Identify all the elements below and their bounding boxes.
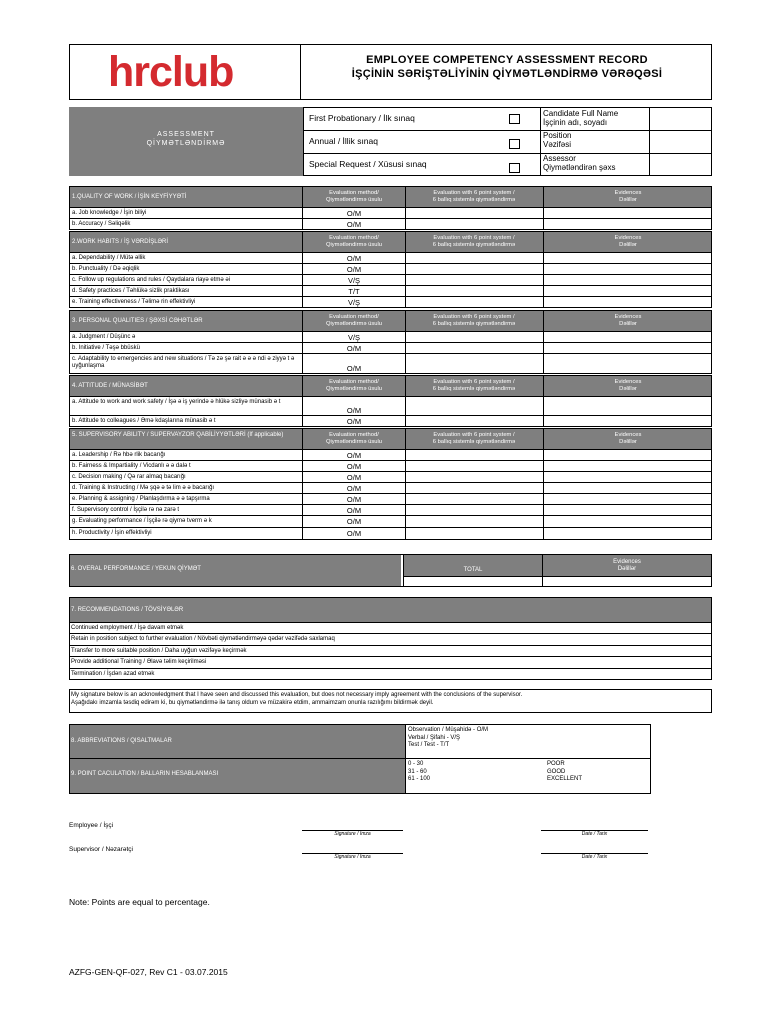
criteria-row: e. Planning & assigning / Planlaşdırma ə ə tapşırma O/M xyxy=(69,494,712,505)
point-ranges: 0 - 30 31 - 60 61 - 100 xyxy=(408,761,431,782)
type-first-probationary: First Probationary / İlk sınaq xyxy=(309,113,415,123)
criteria-row: g. Evaluating performance / İşçilə rə qiymə tverm ə k O/M xyxy=(69,516,712,528)
criteria-row: b. Accuracy / Səliqəlik O/M xyxy=(69,219,712,230)
signature-caption: Signature / İmza xyxy=(334,831,371,837)
criteria-row: a. Job knowledge / İşin biliyi O/M xyxy=(69,208,712,219)
section-title: 4. ATTITUDE / MÜNASİBƏT xyxy=(72,383,148,389)
criteria-row: b. Punctuality / Də əqiqlik O/M xyxy=(69,264,712,275)
section-title: 3. PERSONAL QUALITIES / ŞƏXSİ CƏHƏTLƏR xyxy=(72,318,203,324)
point-grades: POOR GOOD EXCELLENT xyxy=(547,761,583,782)
note-text: Note: Points are equal to percentage. xyxy=(69,897,210,907)
method-header: Evaluation method/ Qiymətləndirmə üsulu xyxy=(325,190,383,203)
supervisor-label: Supervisor / Nəzarətçi xyxy=(69,846,133,853)
overall-hline xyxy=(403,576,712,577)
type-special-request: Special Request / Xüsusi sınaq xyxy=(309,159,427,169)
section-header-5: 5. SUPERVISORY ABILITY / SUPERVAYZOR QABİLİYYƏTLƏRİ (If applicable) Evaluation method/ Qiymətləndirmə üsulu Evaluation with 6 point system / 6 ballıq sistemlə qiymətləndirmə Evidences Dəlillər xyxy=(69,428,712,450)
abbreviation-lines: Observation / Müşahidə - O/M Verbal / Şifahi - V/Ş Test / Test - T/T xyxy=(408,727,489,748)
criteria-row: c. Adaptability to emergencies and new situations / Tə zə şə rait ə ə ə ndi ə ziyyə t ə uyğunlaşma O/M xyxy=(69,354,712,374)
section-title: 2.WORK HABITS / İŞ VƏRDİŞLƏRİ xyxy=(72,239,169,245)
candidate-name-field[interactable] xyxy=(650,108,711,130)
employee-label: Employee / İşçi xyxy=(69,822,114,829)
criteria-row: a. Leadership / Rə hbə rlik bacarığı O/M xyxy=(69,450,712,461)
section-title: 1.QUALITY OF WORK / İŞİN KEYFİYYƏTİ xyxy=(72,194,187,200)
criteria-row: b. Fairness & Impartiality / Vicdanlı ə ə dalə t O/M xyxy=(69,461,712,472)
criteria-row: e. Training effectiveness / Təlimə rin effektivliyi V/Ş xyxy=(69,297,712,308)
abbreviations-title: 8. ABBREVIATIONS / QISALTMALAR xyxy=(71,738,172,744)
recommendation-item[interactable]: Transfer to more suitable position / Daha uyğun vəzifəyə keçirmək xyxy=(71,648,247,654)
hrclub-logo: hrclub xyxy=(108,48,234,96)
type-divider-1 xyxy=(303,130,540,131)
points-title: 9. POINT CACULATION / BALLARIN HESABLANMASI xyxy=(71,771,219,777)
position-field[interactable] xyxy=(650,131,711,153)
overall-title: 6. OVERAL PERFORMANCE / YEKUN QİYMƏT xyxy=(71,566,201,572)
signature-caption: Signature / İmza xyxy=(334,854,371,860)
type-divider-2 xyxy=(303,153,540,154)
criteria-row: c. Follow up regulations and rules / Qaydalara riayə etmə əi V/Ş xyxy=(69,275,712,286)
acknowledgement-text-en: My signature below is an acknowledgment that I have seen and discussed this evaluation, but does not necessary imply agreement with the conclusions of the supervisor. xyxy=(71,692,523,698)
date-caption: Date / Tarix xyxy=(581,831,608,837)
section-header-4: 4. ATTITUDE / MÜNASİBƏT Evaluation method/ Qiymətləndirmə üsulu Evaluation with 6 point system / 6 ballıq sistemlə qiymətləndirmə Evidences Dəlillər xyxy=(69,375,712,397)
section-header-1 xyxy=(69,186,712,208)
form-title-en: EMPLOYEE COMPETENCY ASSESSMENT RECORD xyxy=(366,54,648,66)
criteria-row: d. Training & Instructing / Mə şqə ə tə lim ə ə bacarığı O/M xyxy=(69,483,712,494)
first-probationary-checkbox[interactable] xyxy=(509,114,520,124)
assessor-field[interactable] xyxy=(650,154,711,176)
section-title: 5. SUPERVISORY ABILITY / SUPERVAYZOR QABİLİYYƏTLƏRİ (If applicable) xyxy=(72,432,284,438)
criteria-row: f. Supervisory control / İşçilə rə nə zarə t O/M xyxy=(69,505,712,516)
assessment-label-az: QİYMƏTLƏNDİRMƏ xyxy=(146,140,226,147)
recommendation-item[interactable]: Termination / İşdən azad etmək xyxy=(71,671,155,677)
date-caption: Date / Tarix xyxy=(581,854,608,860)
footer-code: AZFG-GEN-QF-027, Rev C1 - 03.07.2015 xyxy=(69,967,228,977)
criteria-row: a. Dependability / Mütə əllik O/M xyxy=(69,253,712,264)
recommendation-item[interactable]: Provide additional Training / Əlavə təlim keçirilməsi xyxy=(71,659,207,665)
criteria-row: b. Initiative / Təşə bbüskü O/M xyxy=(69,343,712,354)
assessor-label: Assessor Qiymətləndirən şəxs xyxy=(543,154,616,172)
criteria-row: a. Attitude to work and work safety / İşə ə iş yerində ə hlükə sizliyə münasib ə t O/M xyxy=(69,397,712,416)
recommendation-item[interactable]: Continued employment / İşə davam etmək xyxy=(71,625,184,631)
annual-checkbox[interactable] xyxy=(509,139,520,149)
recommendation-item[interactable]: Retain in position subject to further evaluation / Növbəti qiymətləndirməyə qədər vəzifədə saxlamaq xyxy=(71,636,335,642)
criteria-row: a. Judgment / Düşünc ə V/Ş xyxy=(69,332,712,343)
header-divider xyxy=(300,44,301,100)
evidence-header: Evidences Dəlillər xyxy=(614,190,642,203)
overall-evidence-label: Evidences Dəlillər xyxy=(613,559,641,572)
position-label: Position Vəzifəsi xyxy=(543,131,572,149)
section-header-3: 3. PERSONAL QUALITIES / ŞƏXSİ CƏHƏTLƏR Evaluation method/ Qiymətləndirmə üsulu Evaluation with 6 point system / 6 ballıq sistemlə qiymətləndirmə Evidences Dəlillər xyxy=(69,310,712,332)
criteria-row: c. Decision making / Qə rar almaq bacarığı O/M xyxy=(69,472,712,483)
form-title-az: İŞÇİNİN SƏRİŞTƏLİYİNİN QİYMƏTLƏNDİRMƏ VƏRƏQƏSİ xyxy=(351,68,663,80)
total-label: TOTAL xyxy=(463,567,483,573)
recommendations-title: 7. RECOMMENDATIONS / TÖVSİYƏLƏR xyxy=(71,607,184,613)
section-header-2: 2.WORK HABITS / İŞ VƏRDİŞLƏRİ Evaluation method/ Qiymətləndirmə üsulu Evaluation with 6 point system / 6 ballıq sistemlə qiymətləndirmə Evidences Dəlillər xyxy=(69,231,712,253)
acknowledgement-text-az: Aşağıdakı imzamla təsdiq edirəm ki, bu qiymətləndirmə ilə tanış oldum və müzakirə etdim, ammaimzam onunla razılığımı bildirmək deyil. xyxy=(71,700,434,706)
type-annual: Annual / İllik sınaq xyxy=(309,136,378,146)
assessment-label-en: ASSESSMENT xyxy=(157,131,215,138)
special-request-checkbox[interactable] xyxy=(509,163,520,173)
criteria-row: b. Attitude to colleagues / Əmə kdaşlarına münasib ə t O/M xyxy=(69,416,712,427)
candidate-name-label: Candidate Full Name İşçinin adı, soyadı xyxy=(543,109,619,127)
criteria-row: h. Productivity / İşin effektivliyi O/M xyxy=(69,528,712,540)
criteria-row: d. Safety practices / Təhlükə sizlik praktikası T/T xyxy=(69,286,712,297)
system-header: Evaluation with 6 point system / 6 ballıq sistemlə qiymətləndirmə xyxy=(432,190,516,203)
type-col-divider xyxy=(540,107,541,176)
